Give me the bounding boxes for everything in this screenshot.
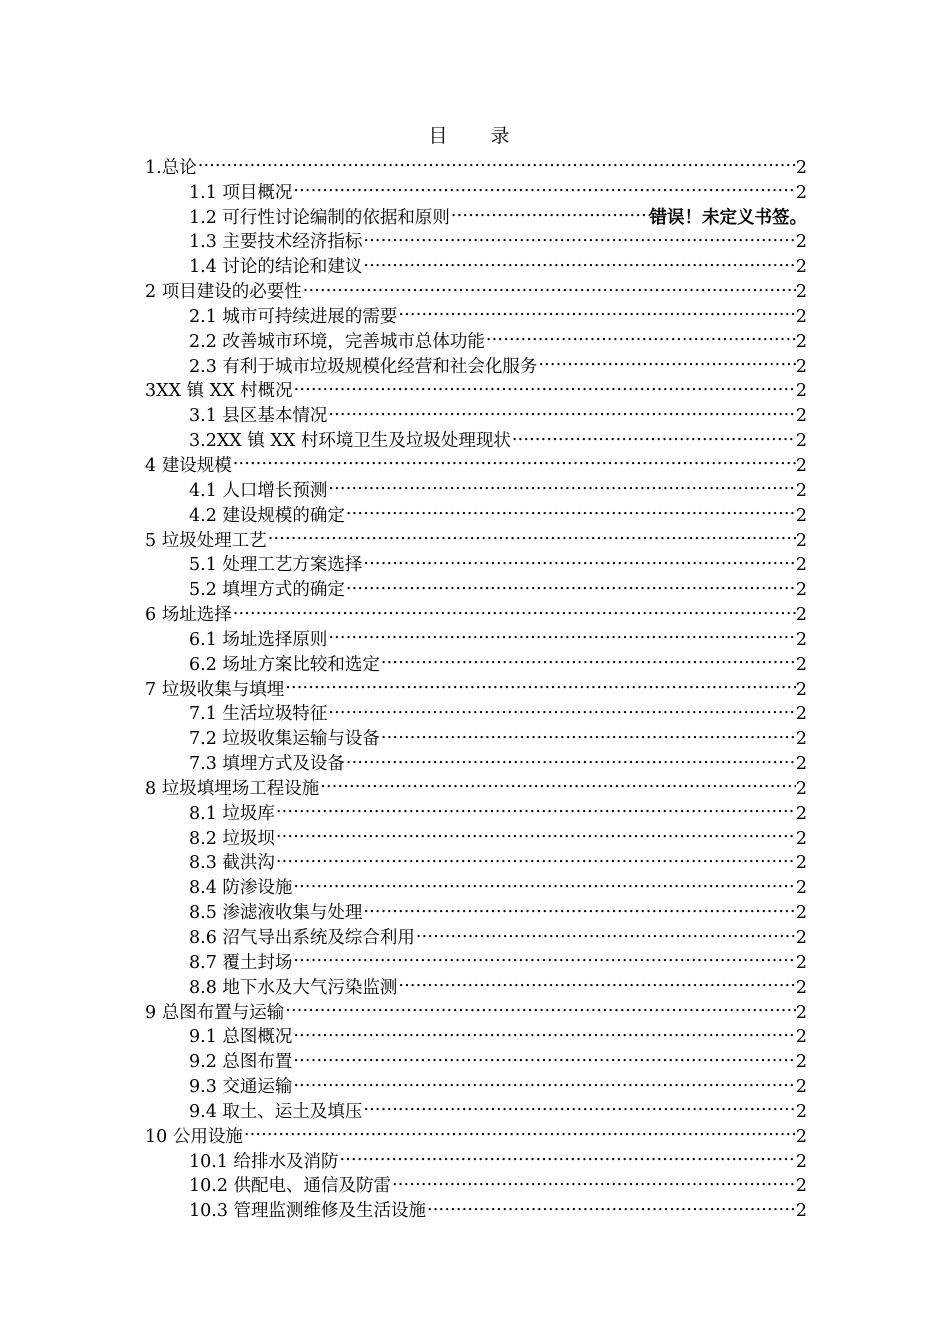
toc-entry-title: 4 建设规模 bbox=[145, 455, 232, 476]
toc-dot-leader bbox=[327, 471, 795, 496]
toc-dot-leader bbox=[339, 1142, 796, 1167]
toc-dot-leader bbox=[232, 446, 796, 471]
toc-page-number: 2 bbox=[795, 157, 807, 178]
toc-dot-leader bbox=[275, 794, 796, 819]
toc-page-number: 2 bbox=[795, 679, 807, 700]
toc-entry-title: 6 场址选择 bbox=[145, 605, 232, 626]
toc-entry[interactable] bbox=[145, 620, 807, 650]
toc-entry-title: 2.3 有利于城市垃圾规模化经营和社会化服务 bbox=[189, 356, 538, 377]
toc-page-number: 2 bbox=[795, 1052, 807, 1073]
toc-dot-leader bbox=[292, 1042, 795, 1067]
toc-page-number: 2 bbox=[795, 381, 807, 402]
toc-page-number: 2 bbox=[795, 1027, 807, 1048]
toc-dot-leader bbox=[391, 1167, 796, 1192]
toc-dot-leader bbox=[284, 670, 796, 695]
toc-entry-title: 8.3 截洪沟 bbox=[189, 853, 275, 874]
toc-dot-leader bbox=[284, 993, 796, 1018]
toc-dot-leader bbox=[292, 868, 795, 893]
toc-dot-leader bbox=[243, 1117, 796, 1142]
toc-entry-title: 8.1 垃圾库 bbox=[189, 803, 275, 824]
toc-page-number: 2 bbox=[795, 828, 807, 849]
toc-dot-leader bbox=[345, 570, 796, 595]
toc-page-number: 2 bbox=[795, 356, 807, 377]
toc-dot-leader bbox=[197, 148, 796, 173]
toc-dot-leader bbox=[292, 173, 795, 198]
toc-entry-title: 3XX 镇 XX 村概况 bbox=[145, 381, 293, 402]
toc-page-number: 2 bbox=[795, 803, 807, 824]
toc-dot-leader bbox=[362, 247, 795, 272]
toc-page-number: 2 bbox=[795, 1101, 807, 1122]
toc-dot-leader bbox=[275, 819, 796, 844]
toc-page-number: 2 bbox=[795, 903, 807, 924]
toc-entry[interactable] bbox=[145, 1117, 807, 1147]
toc-entry-title: 8.4 防渗设施 bbox=[189, 878, 293, 899]
toc-entry-title: 10 公用设施 bbox=[145, 1126, 243, 1147]
toc-entry[interactable] bbox=[145, 148, 807, 178]
toc-dot-leader bbox=[362, 223, 795, 248]
toc-entry-title: 9 总图布置与运输 bbox=[145, 1002, 285, 1023]
toc-dot-leader bbox=[232, 595, 796, 620]
toc-page-number: 2 bbox=[795, 257, 807, 278]
toc-entry-title: 8 垃圾填埋场工程设施 bbox=[145, 778, 320, 799]
toc-page-number: 2 bbox=[795, 1126, 807, 1147]
toc-page-number: 2 bbox=[795, 605, 807, 626]
toc-entry-title: 5 垃圾处理工艺 bbox=[145, 530, 267, 551]
toc-page-number: 2 bbox=[795, 704, 807, 725]
toc-page-number: 2 bbox=[795, 182, 807, 203]
toc-page-number: 2 bbox=[795, 952, 807, 973]
toc-entry-title: 8.6 沼气导出系统及综合利用 bbox=[189, 928, 415, 948]
toc-entry-title: 8.8 地下水及大气污染监测 bbox=[189, 977, 398, 998]
toc-page-number: 2 bbox=[795, 530, 807, 551]
toc-dot-leader bbox=[537, 347, 795, 372]
toc-bookmark-error: 错误！未定义书签。 bbox=[649, 207, 807, 228]
toc-entry-title: 1.4 讨论的结论和建议 bbox=[189, 257, 363, 278]
toc-dot-leader bbox=[380, 645, 796, 670]
toc-entry-title: 1.2 可行性讨论编制的依据和原则 bbox=[189, 207, 450, 228]
toc-dot-leader bbox=[362, 546, 795, 571]
toc-dot-leader bbox=[485, 322, 796, 347]
toc-dot-leader bbox=[426, 1191, 796, 1216]
toc-page-number: 2 bbox=[795, 282, 807, 303]
toc-page-number: 2 bbox=[795, 505, 807, 526]
toc-dot-leader bbox=[267, 521, 796, 546]
toc-entry-title: 9.3 交通运输 bbox=[189, 1077, 293, 1098]
toc-page-number: 2 bbox=[795, 1151, 807, 1172]
toc-entry-title: 9.2 总图布置 bbox=[189, 1052, 293, 1073]
toc-page-number: 2 bbox=[795, 1176, 807, 1197]
toc-entry-title: 7 垃圾收集与填埋 bbox=[145, 679, 285, 700]
toc-dot-leader bbox=[511, 421, 796, 446]
toc-entry-title: 6.1 场址选择原则 bbox=[189, 629, 328, 650]
toc-entry-title: 9.4 取土、运土及填压 bbox=[189, 1101, 363, 1122]
toc-page-number: 2 bbox=[795, 729, 807, 750]
toc-dot-leader bbox=[345, 744, 796, 769]
toc-page-number: 2 bbox=[795, 1077, 807, 1098]
toc-entry-title: 3.1 县区基本情况 bbox=[189, 406, 328, 427]
toc-page-number: 2 bbox=[795, 1002, 807, 1023]
toc-dot-leader bbox=[345, 496, 796, 521]
toc-entry-title: 1.总论 bbox=[145, 157, 197, 178]
toc-page-number: 2 bbox=[795, 431, 807, 452]
toc-dot-leader bbox=[292, 943, 795, 968]
toc-entry[interactable] bbox=[145, 471, 807, 501]
toc-entry-title: 4.2 建设规模的确定 bbox=[189, 505, 345, 526]
toc-dot-leader bbox=[362, 893, 795, 918]
toc-dot-leader bbox=[397, 297, 795, 322]
toc-dot-leader bbox=[450, 198, 650, 223]
toc-entry-title: 7.2 垃圾收集运输与设备 bbox=[189, 729, 380, 750]
toc-entry[interactable] bbox=[145, 1142, 807, 1172]
toc-entry[interactable] bbox=[145, 446, 807, 476]
toc-page-number: 2 bbox=[795, 654, 807, 675]
toc-entry-title: 7.1 生活垃圾特征 bbox=[189, 704, 328, 725]
toc-page-number: 2 bbox=[795, 580, 807, 601]
toc-dot-leader bbox=[327, 695, 795, 720]
toc-entry[interactable] bbox=[145, 173, 807, 203]
toc-dot-leader bbox=[302, 272, 796, 297]
toc-page-number: 2 bbox=[795, 629, 807, 650]
toc-entry-title: 6.2 场址方案比较和选定 bbox=[189, 654, 380, 675]
toc-dot-leader bbox=[293, 372, 796, 397]
toc-page-number: 2 bbox=[795, 778, 807, 799]
toc-entry-title: 1.3 主要技术经济指标 bbox=[189, 232, 363, 253]
toc-page-number: 2 bbox=[795, 406, 807, 427]
toc-dot-leader bbox=[327, 396, 795, 421]
toc-dot-leader bbox=[380, 719, 796, 744]
toc-entry-title: 9.1 总图概况 bbox=[189, 1027, 293, 1048]
toc-page-number: 2 bbox=[795, 853, 807, 874]
toc-entry-title: 4.1 人口增长预测 bbox=[189, 480, 328, 501]
toc-dot-leader bbox=[292, 1018, 795, 1043]
toc-page-number: 2 bbox=[795, 232, 807, 253]
toc-entry-title: 5.2 填埋方式的确定 bbox=[189, 580, 345, 601]
toc-page-number: 2 bbox=[795, 555, 807, 576]
toc-page-number: 2 bbox=[795, 480, 807, 501]
toc-page-number: 2 bbox=[795, 928, 807, 948]
toc-entry-title: 10.2 供配电、通信及防雷 bbox=[189, 1176, 392, 1197]
toc-entry-title: 3.2XX 镇 XX 村环境卫生及垃圾处理现状 bbox=[189, 431, 511, 452]
toc-entry-title: 10.1 给排水及消防 bbox=[189, 1151, 339, 1172]
toc-entry-title: 8.5 渗滤液收集与处理 bbox=[189, 903, 363, 924]
toc-entry-title: 8.7 覆土封场 bbox=[189, 952, 293, 973]
toc-page-number: 2 bbox=[795, 977, 807, 998]
toc-entry-title: 7.3 填埋方式及设备 bbox=[189, 754, 345, 775]
toc-entry-title: 8.2 垃圾坝 bbox=[189, 828, 275, 849]
toc-entry[interactable] bbox=[145, 595, 807, 626]
toc-page-number: 2 bbox=[795, 1201, 807, 1222]
toc-page-number: 2 bbox=[795, 754, 807, 775]
toc-page-number: 2 bbox=[795, 455, 807, 476]
toc-entry-title: 1.1 项目概况 bbox=[189, 182, 293, 203]
toc-entry-title: 10.3 管理监测维修及生活设施 bbox=[189, 1201, 427, 1222]
toc-entry-title: 2 项目建设的必要性 bbox=[145, 282, 302, 303]
toc-list bbox=[145, 148, 807, 1222]
toc-dot-leader bbox=[319, 769, 796, 794]
toc-entry-title: 5.1 处理工艺方案选择 bbox=[189, 555, 363, 576]
toc-page-number: 2 bbox=[795, 878, 807, 899]
toc-entry-title: 2.2 改善城市环境，完善城市总体功能 bbox=[189, 331, 485, 352]
toc-dot-leader bbox=[415, 918, 796, 943]
toc-dot-leader bbox=[275, 844, 796, 869]
toc-dot-leader bbox=[362, 1092, 795, 1117]
toc-dot-leader bbox=[397, 968, 795, 993]
toc-page-number: 2 bbox=[795, 331, 807, 352]
toc-dot-leader bbox=[292, 1067, 795, 1092]
toc-dot-leader bbox=[327, 620, 795, 645]
toc-title: 目 录 bbox=[428, 125, 522, 147]
toc-entry-title: 2.1 城市可持续进展的需要 bbox=[189, 306, 398, 327]
toc-page-number: 2 bbox=[795, 306, 807, 327]
